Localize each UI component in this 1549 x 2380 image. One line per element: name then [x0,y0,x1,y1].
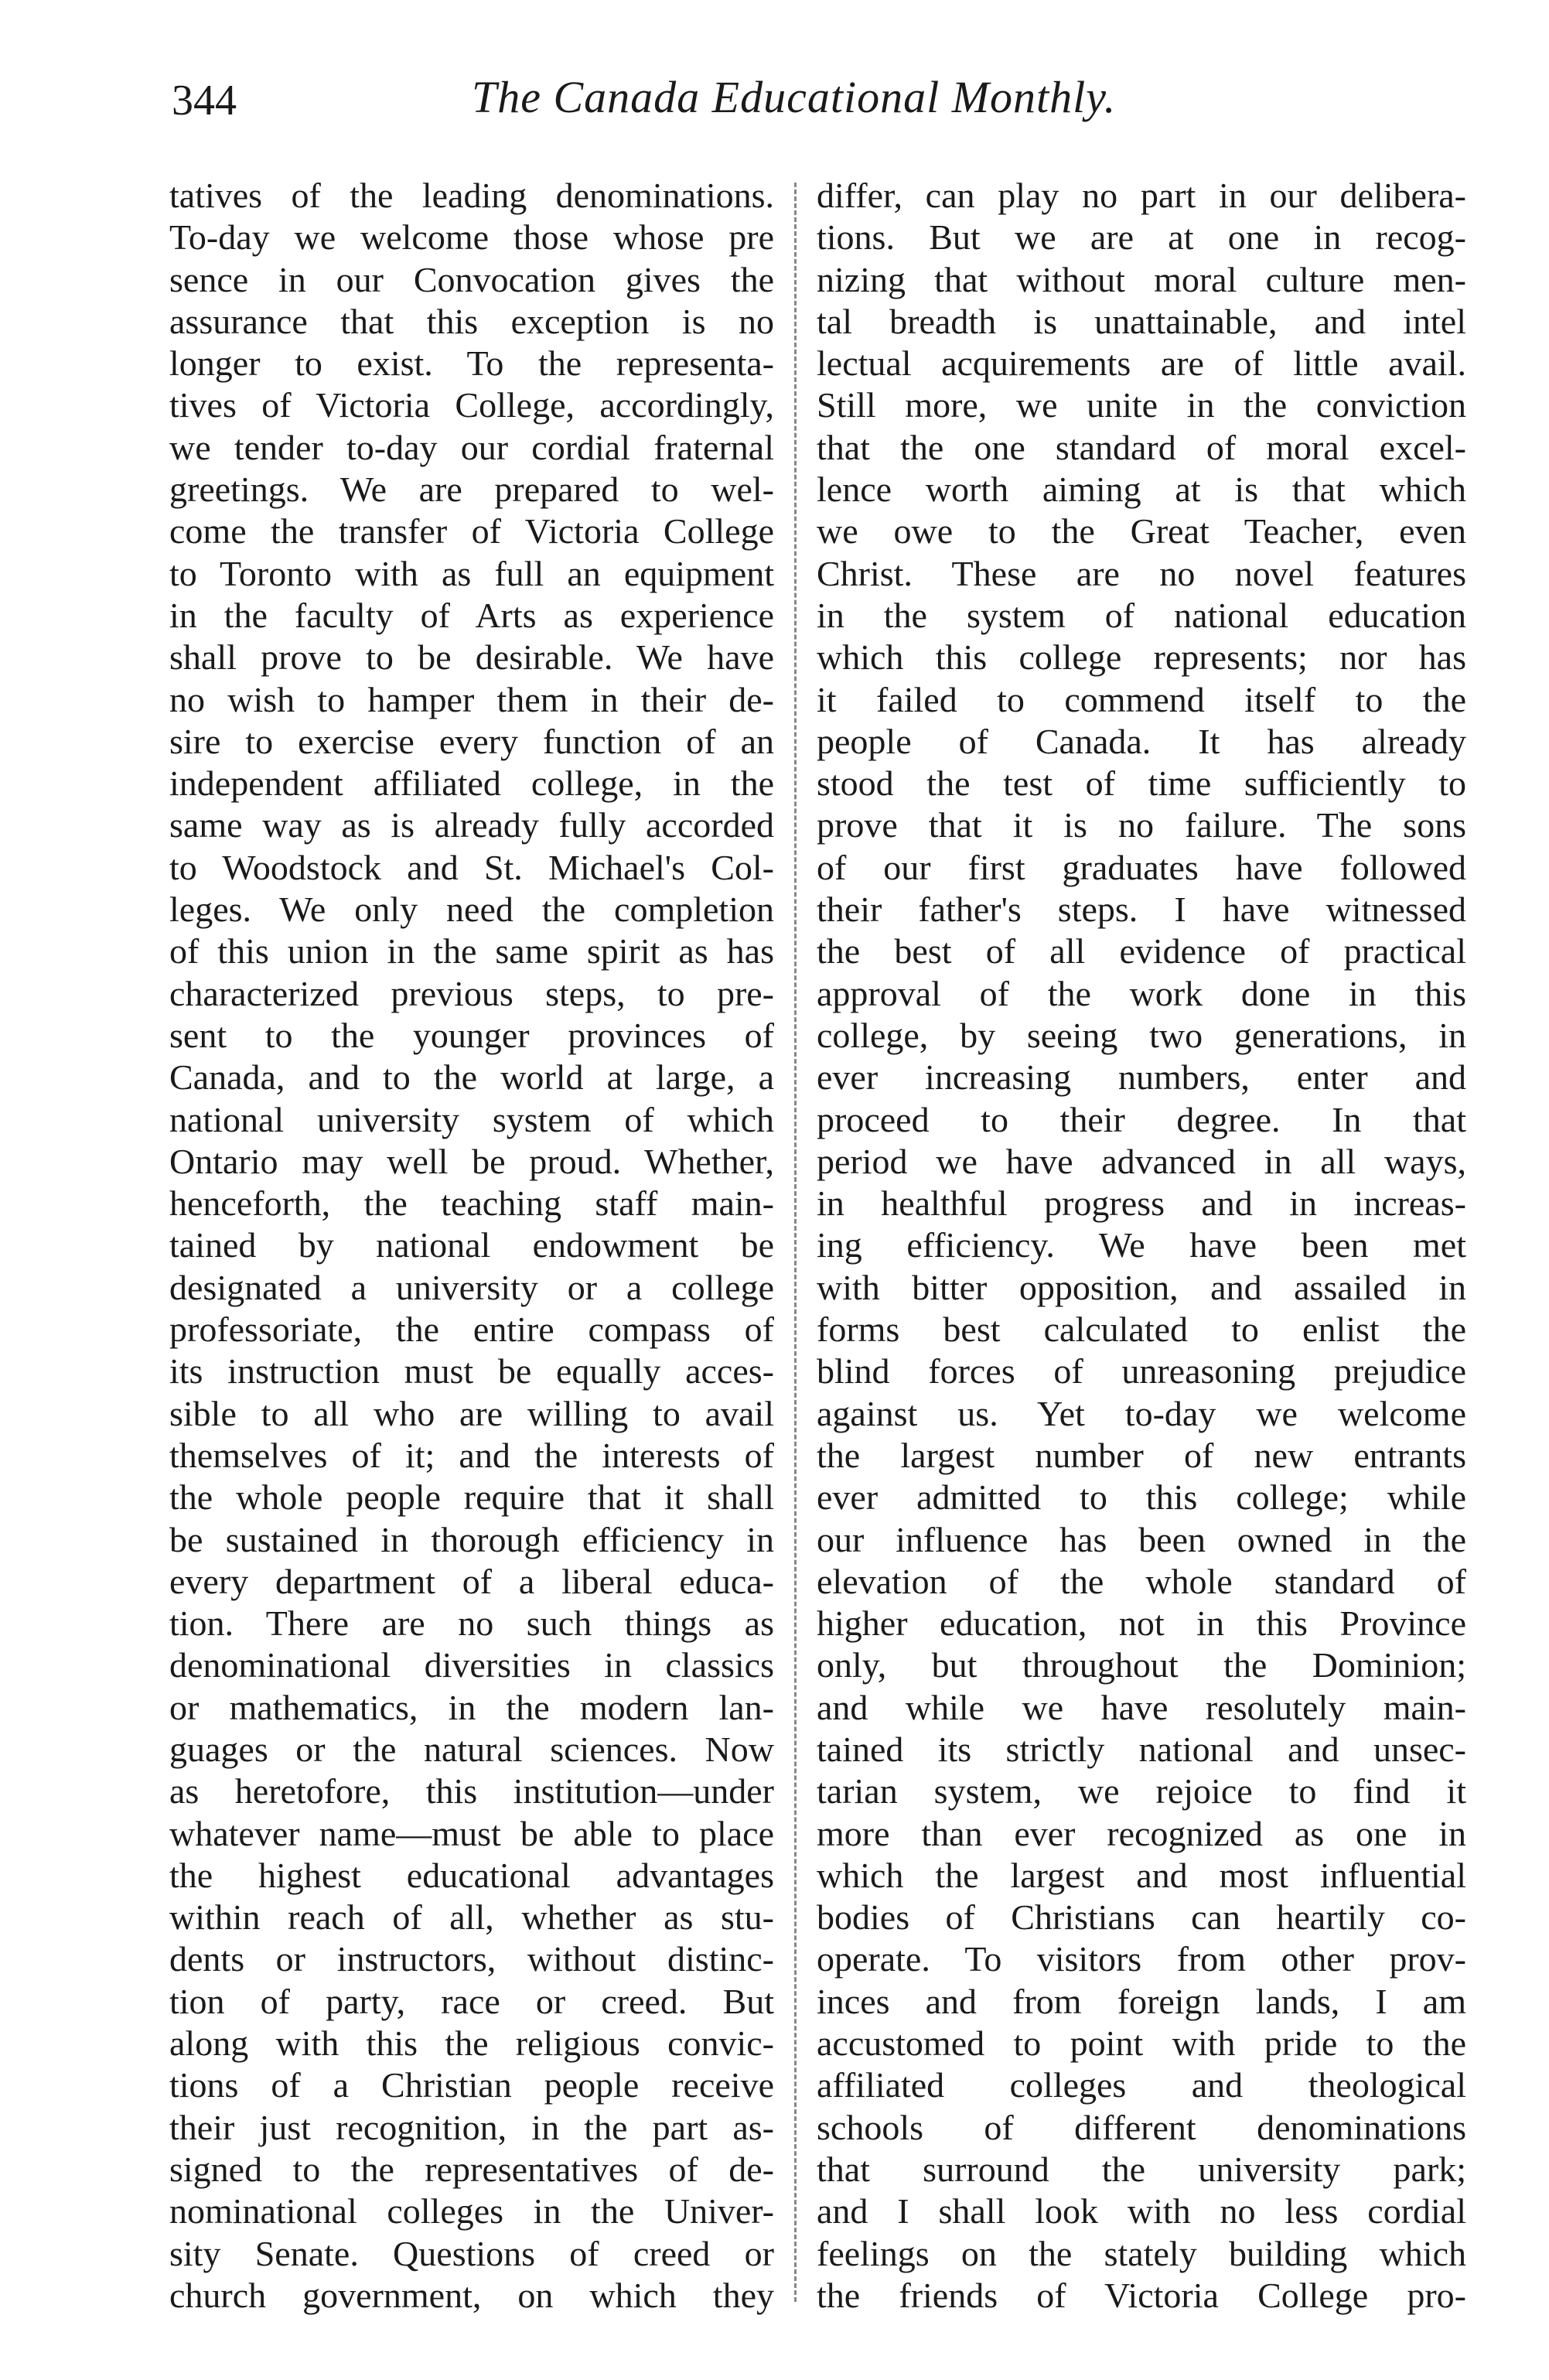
text-line: leges. We only need the completion [169,890,774,930]
text-line: bodies of Christians can heartily co- [817,1897,1466,1938]
text-line: which the largest and most influential [817,1855,1466,1895]
text-line: tained its strictly national and unsec- [817,1729,1466,1769]
text-line: in the faculty of Arts as experience [169,595,774,635]
text-line: national university system of which [169,1099,774,1139]
text-line: approval of the work done in this [817,973,1466,1013]
text-line: in the system of national education [817,595,1466,635]
column-divider [794,183,797,2302]
text-line: that surround the university park; [817,2149,1466,2189]
text-line: designated a university or a college [169,1267,774,1307]
text-line: that the one standard of moral excel- [817,427,1466,467]
text-line: proceed to their degree. In that [817,1099,1466,1139]
text-line: independent affiliated college, in the [169,763,774,804]
text-line: tions. But we are at one in recog- [817,217,1466,258]
text-line: denominational diversities in classics [169,1645,774,1685]
text-line: higher education, not in this Province [817,1603,1466,1644]
text-line: college, by seeing two generations, in [817,1015,1466,1055]
text-line: within reach of all, whether as stu- [169,1897,774,1938]
text-line: to Toronto with as full an equipment [169,553,774,593]
left-column [169,175,774,2317]
text-line: nizing that without moral culture men- [817,259,1466,299]
text-line: To-day we welcome those whose pre [169,217,774,258]
text-line: sent to the younger provinces of [169,1015,774,1055]
text-line: the best of all evidence of practical [817,931,1466,971]
text-line: the whole people require that it shall [169,1477,774,1518]
text-line: differ, can play no part in our delibera- [817,176,1466,215]
text-line: stood the test of time sufficiently to [817,763,1466,804]
text-line: tions of a Christian people receive [169,2065,774,2105]
text-line: or mathematics, in the modern lan- [169,1687,774,1727]
text-line: every department of a liberal educa- [169,1561,774,1601]
text-line: with bitter opposition, and assailed in [817,1267,1466,1307]
text-line: as heretofore, this institution—under [169,1771,774,1811]
text-line: tives of Victoria College, accordingly, [169,385,774,425]
text-line: more than ever recognized as one in [817,1813,1466,1853]
text-line: operate. To visitors from other prov- [817,1939,1466,1979]
text-line: of our first graduates have followed [817,847,1466,887]
text-line: in healthful progress and in increas- [817,1183,1466,1224]
text-line: their just recognition, in the part as- [169,2107,774,2147]
text-line: inces and from foreign lands, I am [817,1981,1466,2021]
text-line: dents or instructors, without distinc- [169,1939,774,1979]
text-line: tained by national endowment be [169,1225,774,1265]
text-line: along with this the religious convic- [169,2023,774,2064]
text-line: feelings on the stately building which [817,2233,1466,2273]
text-line: the highest educational advantages [169,1855,774,1895]
text-line: only, but throughout the Dominion; [817,1645,1466,1685]
text-line: their father's steps. I have witnessed [817,890,1466,930]
text-line: sire to exercise every function of an [169,721,774,761]
text-line: it failed to commend itself to the [817,679,1466,719]
text-line: professoriate, the entire compass of [169,1310,774,1350]
text-line: we tender to-day our cordial fraternal [169,427,774,467]
text-line: come the transfer of Victoria College [169,511,774,551]
text-line: ever admitted to this college; while [817,1477,1466,1518]
text-line: blind forces of unreasoning prejudice [817,1351,1466,1391]
text-line: the largest number of new entrants [817,1435,1466,1475]
text-line: henceforth, the teaching staff main- [169,1183,774,1224]
text-line: church government, on which they [169,2275,774,2315]
text-line: same way as is already fully accorded [169,805,774,845]
text-line: signed to the representatives of de- [169,2149,774,2189]
text-line: ever increasing numbers, enter and [817,1057,1466,1098]
text-line: people of Canada. It has already [817,721,1466,761]
text-line: no wish to hamper them in their de- [169,679,774,719]
text-line: prove that it is no failure. The sons [817,805,1466,845]
text-line: to Woodstock and St. Michael's Col- [169,847,774,887]
text-line: assurance that this exception is no [169,301,774,341]
text-line: elevation of the whole standard of [817,1561,1466,1601]
text-line: tarian system, we rejoice to find it [817,1771,1466,1811]
text-line: and while we have resolutely main- [817,1687,1466,1727]
text-line: Ontario may well be proud. Whether, [169,1141,774,1181]
right-column [817,175,1466,2317]
text-line: of this union in the same spirit as has [169,931,774,971]
text-line: we owe to the Great Teacher, even [817,511,1466,551]
text-line: greetings. We are prepared to wel- [169,470,774,510]
text-line: sence in our Convocation gives the [169,259,774,299]
text-line: tion of party, race or creed. But [169,1981,774,2021]
text-line: tion. There are no such things as [169,1603,774,1644]
text-line: forms best calculated to enlist the [817,1310,1466,1350]
text-line: sible to all who are willing to avail [169,1393,774,1433]
text-line: its instruction must be equally acces- [169,1351,774,1391]
text-line: tal breadth is unattainable, and intel [817,301,1466,341]
text-line: characterized previous steps, to pre- [169,973,774,1013]
text-line: affiliated colleges and theological [817,2065,1466,2105]
text-line: accustomed to point with pride to the [817,2023,1466,2064]
text-line: longer to exist. To the representa- [169,343,774,384]
text-line: Canada, and to the world at large, a [169,1057,774,1098]
text-line: our influence has been owned in the [817,1519,1466,1559]
text-line: against us. Yet to-day we welcome [817,1393,1466,1433]
text-line: Still more, we unite in the conviction [817,385,1466,425]
text-line: which this college represents; nor has [817,637,1466,678]
text-line: ing efficiency. We have been met [817,1225,1466,1265]
text-line: period we have advanced in all ways, [817,1141,1466,1181]
text-line: guages or the natural sciences. Now [169,1729,774,1769]
text-line: nominational colleges in the Univer- [169,2191,774,2231]
running-title: The Canada Educational Monthly. [472,72,1117,122]
text-line: whatever name—must be able to place [169,1813,774,1853]
text-line: sity Senate. Questions of creed or [169,2233,774,2273]
text-line: lence worth aiming at is that which [817,470,1466,510]
text-line: themselves of it; and the interests of [169,1435,774,1475]
text-line: shall prove to be desirable. We have [169,637,774,678]
text-line: lectual acquirements are of little avail. [817,343,1466,384]
text-line: schools of different denominations [817,2107,1466,2147]
text-line: the friends of Victoria College pro- [817,2275,1466,2315]
text-line: and I shall look with no less cordial [817,2191,1466,2231]
text-line: Christ. These are no novel features [817,553,1466,593]
page-number: 344 [172,77,237,125]
text-line: tatives of the leading denominations. [169,176,774,215]
text-line: be sustained in thorough efficiency in [169,1519,774,1559]
